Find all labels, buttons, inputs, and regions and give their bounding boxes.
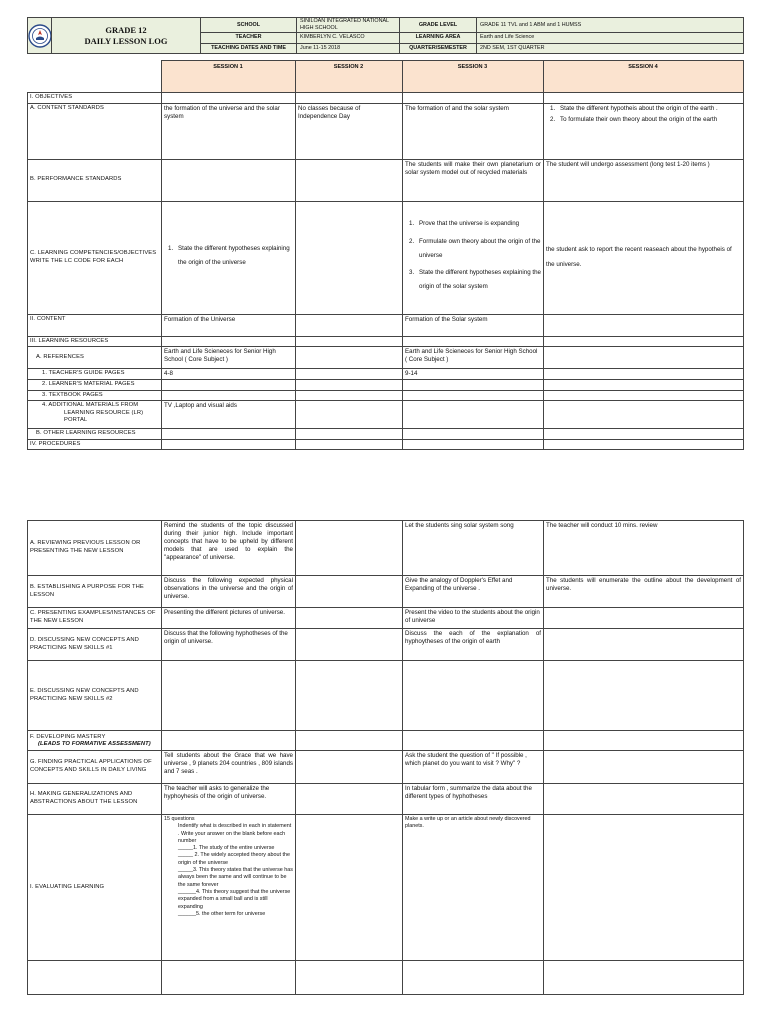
mastery-label-text: F. DEVELOPING MASTERY bbox=[30, 733, 106, 740]
competencies-s1-item-1: State the different hypotheses explaining the origin of the universe bbox=[178, 244, 290, 267]
list-item: 1. State the different hypotheis about the origin of the earth . bbox=[550, 104, 718, 112]
purpose-session-1: Discuss the following expected physical observations in the universe and the origin of universe. bbox=[162, 576, 296, 608]
empty-cell bbox=[296, 815, 403, 961]
teachers-guide-session-1: 4-8 bbox=[162, 369, 296, 380]
empty-cell bbox=[296, 784, 403, 815]
empty-cell bbox=[544, 93, 744, 104]
empty-cell bbox=[544, 815, 744, 961]
purpose-session-4: The students will enumerate the outline about the development of universe. bbox=[544, 576, 744, 608]
title-dll: DAILY LESSON LOG bbox=[84, 35, 168, 46]
empty-cell bbox=[544, 439, 744, 450]
quiz-item-5: ______5. the other term for universe bbox=[178, 910, 266, 917]
practical-label: G. FINDING PRACTICAL APPLICATIONS OF CONCEPTS AND SKILLS IN DAILY LIVING bbox=[28, 751, 162, 784]
content-standards-s4-item-2: To formulate their own theory about the origin of the earth bbox=[560, 115, 718, 123]
empty-cell bbox=[296, 629, 403, 661]
performance-standards-session-3: The students will make their own planetarium or solar system model out of recycled materials bbox=[403, 159, 544, 201]
deped-seal-cell bbox=[28, 18, 52, 54]
empty-cell bbox=[162, 439, 296, 450]
examples-session-3: Present the video to the students about the origin of universe bbox=[403, 608, 544, 629]
review-label: A. REVIEWING PREVIOUS LESSON OR PRESENTING THE NEW LESSON bbox=[28, 521, 162, 576]
empty-cell bbox=[162, 661, 296, 731]
purpose-label: B. ESTABLISHING A PURPOSE FOR THE LESSON bbox=[28, 576, 162, 608]
empty-cell bbox=[403, 93, 544, 104]
empty-cell bbox=[162, 429, 296, 440]
empty-cell bbox=[403, 661, 544, 731]
review-session-3: Let the students sing solar system song bbox=[403, 521, 544, 576]
quiz-title: 15 questions bbox=[164, 816, 195, 822]
empty-cell bbox=[403, 336, 544, 347]
quiz-item-1: _____1. The study of the entire universe bbox=[178, 845, 275, 852]
teaching-dates-value: June 11-15 2018 bbox=[297, 43, 400, 54]
empty-cell bbox=[296, 439, 403, 450]
empty-cell bbox=[296, 369, 403, 380]
empty-cell bbox=[544, 629, 744, 661]
teachers-guide-session-3: 9-14 bbox=[403, 369, 544, 380]
mastery-label bbox=[28, 731, 162, 751]
empty-cell bbox=[296, 390, 403, 401]
empty-cell bbox=[162, 390, 296, 401]
teachers-guide-label: 1. TEACHER'S GUIDE PAGES bbox=[28, 369, 162, 380]
empty-cell bbox=[544, 731, 744, 751]
list-item: 1. Prove that the universe is expanding bbox=[409, 220, 520, 228]
empty-cell bbox=[162, 731, 296, 751]
competencies-s3-item-1: Prove that the universe is expanding bbox=[419, 220, 520, 228]
additional-materials-line-1: 4. ADDITIONAL MATERIALS FROM bbox=[42, 402, 139, 409]
quiz-item-4: ______4. This theory suggest that the universe expanded from a small ball and is still expanding bbox=[178, 888, 291, 910]
empty-cell bbox=[544, 390, 744, 401]
empty-cell bbox=[162, 336, 296, 347]
procedures-label: IV. PROCEDURES bbox=[28, 439, 162, 450]
empty-cell bbox=[544, 608, 744, 629]
list-item: 1. State the different hypotheses explaining the origin of the universe bbox=[168, 244, 290, 267]
empty-cell bbox=[28, 961, 162, 995]
empty-cell bbox=[296, 336, 403, 347]
empty-cell bbox=[544, 336, 744, 347]
empty-cell bbox=[544, 314, 744, 336]
practical-session-1: Tell students about the Grace that we have universe , 9 planets 204 countries , 809 islands and 7 seas . bbox=[162, 751, 296, 784]
page-title bbox=[52, 18, 201, 54]
purpose-session-3: Give the analogy of Doppler's Effet and Expanding of the universe . bbox=[403, 576, 544, 608]
discuss-2-label: E. DISCUSSING NEW CONCEPTS AND PRACTICING NEW SKILLS #2 bbox=[28, 661, 162, 731]
empty-cell bbox=[403, 961, 544, 995]
discuss-1-session-3: Discuss the each of the explanation of hyphoytheses of the origin of earth bbox=[403, 629, 544, 661]
list-item: 2. To formulate their own theory about the origin of the earth bbox=[550, 115, 718, 123]
generalize-label: H. MAKING GENERALIZATIONS AND ABSTRACTIONS ABOUT THE LESSON bbox=[28, 784, 162, 815]
empty-cell bbox=[296, 314, 403, 336]
content-standards-session-4 bbox=[544, 103, 744, 159]
additional-materials-line-2: LEARNING RESOURCE (LR) bbox=[64, 409, 144, 416]
textbook-pages-label: 3. TEXTBOOK PAGES bbox=[28, 390, 162, 401]
content-standards-session-3: The formation of and the solar system bbox=[403, 103, 544, 159]
competencies-label: C. LEARNING COMPETENCIES/OBJECTIVES WRITE THE LC CODE FOR EACH bbox=[28, 201, 162, 314]
discuss-1-session-1: Discuss that the following hyphotheses of the origin of universe. bbox=[162, 629, 296, 661]
empty-cell bbox=[403, 401, 544, 429]
title-grade: GRADE 12 bbox=[105, 24, 147, 35]
mastery-sublabel: (LEADS TO FORMATIVE ASSESSMENT) bbox=[38, 741, 151, 748]
deped-seal-icon bbox=[28, 24, 52, 48]
empty-cell bbox=[296, 201, 403, 314]
learning-resources-label: III. LEARNING RESOURCES bbox=[28, 336, 162, 347]
objectives-label: I. OBJECTIVES bbox=[28, 93, 162, 104]
empty-cell bbox=[296, 731, 403, 751]
empty-cell bbox=[403, 439, 544, 450]
practical-session-3: Ask the student the question of " If possible , which planet do you want to visit ? Why" ? bbox=[403, 751, 544, 784]
generalize-session-1: The teacher will asks to generalize the hyphoyhesis of the origin of universe. bbox=[162, 784, 296, 815]
evaluate-session-1 bbox=[162, 815, 296, 961]
other-resources-label: B. OTHER LEARNING RESOURCES bbox=[28, 429, 162, 440]
list-item: 2. Formulate own theory about the origin of the universe bbox=[409, 237, 541, 259]
teacher-value: KIMBERLYN C. VELASCO bbox=[297, 33, 400, 44]
competencies-session-1 bbox=[162, 201, 296, 314]
examples-label: C. PRESENTING EXAMPLES/INSTANCES OF THE NEW LESSON bbox=[28, 608, 162, 629]
empty-cell bbox=[403, 429, 544, 440]
lesson-log-header bbox=[27, 17, 744, 54]
content-standards-session-1: the formation of the universe and the solar system bbox=[162, 103, 296, 159]
session-header-row bbox=[27, 60, 744, 93]
empty-cell bbox=[544, 429, 744, 440]
performance-standards-label: B. PERFORMANCE STANDARDS bbox=[28, 159, 162, 201]
references-label: A. REFERENCES bbox=[28, 347, 162, 369]
content-label: II. CONTENT bbox=[28, 314, 162, 336]
teaching-dates-label: TEACHING DATES AND TIME bbox=[201, 43, 297, 54]
review-session-4: The teacher will conduct 10 mins. review bbox=[544, 521, 744, 576]
lesson-log-table-part-2 bbox=[27, 520, 744, 995]
empty-cell bbox=[162, 93, 296, 104]
empty-cell bbox=[544, 751, 744, 784]
empty-cell bbox=[296, 661, 403, 731]
learners-material-label: 2. LEARNER'S MATERIAL PAGES bbox=[28, 380, 162, 391]
performance-standards-session-4: The student will undergo assessment (long test 1-20 items ) bbox=[544, 159, 744, 201]
evaluate-session-3: Make a write up or an article about newly discovered planets. bbox=[403, 815, 544, 961]
content-session-1: Formation of the Universe bbox=[162, 314, 296, 336]
quarter-value: 2ND SEM, 1ST QUARTER bbox=[477, 43, 744, 54]
empty-cell bbox=[296, 521, 403, 576]
lesson-log-table-part-1 bbox=[27, 92, 744, 450]
quarter-label: QUARTER/SEMESTER bbox=[400, 43, 477, 54]
additional-materials-line-3: PORTAL bbox=[64, 417, 88, 424]
references-session-3: Earth and Life Scieneces for Senior High School ( Core Subject ) bbox=[403, 347, 544, 369]
empty-cell bbox=[296, 961, 403, 995]
empty-cell bbox=[544, 784, 744, 815]
review-session-1: Remind the students of the topic discussed during their junior high. Include important concepts that have to be upheld by different models that are used to explain the "appearance" of universe. bbox=[162, 521, 296, 576]
empty-cell bbox=[296, 576, 403, 608]
competencies-session-3 bbox=[403, 201, 544, 314]
empty-cell bbox=[296, 159, 403, 201]
empty-cell bbox=[403, 390, 544, 401]
quiz-instructions: Indentify what is described in each in statement . Write your answer on the blank before each number bbox=[178, 823, 292, 844]
school-value: SINILOAN INTEGRATED NATIONAL HIGH SCHOOL bbox=[297, 18, 400, 33]
empty-cell bbox=[544, 347, 744, 369]
empty-cell bbox=[544, 380, 744, 391]
content-session-3: Formation of the Solar system bbox=[403, 314, 544, 336]
school-label: SCHOOL bbox=[201, 18, 297, 33]
session-3-header: SESSION 3 bbox=[402, 61, 543, 93]
learning-area-value: Earth and Life Science bbox=[477, 33, 744, 44]
empty-cell bbox=[544, 961, 744, 995]
session-4-header: SESSION 4 bbox=[543, 61, 743, 93]
examples-session-1: Presenting the different pictures of universe. bbox=[162, 608, 296, 629]
competencies-s3-item-2: Formulate own theory about the origin of the universe bbox=[419, 237, 541, 259]
empty-cell bbox=[544, 401, 744, 429]
empty-cell bbox=[544, 369, 744, 380]
empty-cell bbox=[544, 661, 744, 731]
empty-cell bbox=[296, 429, 403, 440]
empty-cell bbox=[162, 159, 296, 201]
competencies-s3-item-3: State the different hypotheses explaining the origin of the solar system bbox=[419, 269, 542, 291]
empty-cell bbox=[296, 751, 403, 784]
discuss-1-label: D. DISCUSSING NEW CONCEPTS AND PRACTICING NEW SKILLS #1 bbox=[28, 629, 162, 661]
quiz-item-3: _____3. This theory states that the universe has always been the same and will continue to be the same forever bbox=[178, 867, 293, 888]
empty-cell bbox=[296, 93, 403, 104]
additional-materials-session-1: TV ,Laptop and visual aids bbox=[162, 401, 296, 429]
additional-materials-label bbox=[28, 401, 162, 429]
empty-cell bbox=[403, 380, 544, 391]
empty-cell bbox=[296, 380, 403, 391]
empty-cell bbox=[296, 347, 403, 369]
empty-cell bbox=[162, 961, 296, 995]
references-session-1: Earth and Life Scieneces for Senior High School ( Core Subject ) bbox=[162, 347, 296, 369]
session-1-header: SESSION 1 bbox=[161, 61, 295, 93]
evaluate-label: I. EVALUATING LEARNING bbox=[28, 815, 162, 961]
empty-cell bbox=[296, 401, 403, 429]
quiz-item-2: _____ 2. The widely accepted theory about the origin of the universe bbox=[178, 852, 290, 866]
empty-cell bbox=[296, 608, 403, 629]
content-standards-session-2: No classes because of Independence Day bbox=[296, 103, 403, 159]
grade-level-value: GRADE 11 TVL and 1 ABM and 1 HUMSS bbox=[477, 18, 744, 33]
grade-level-label: GRADE LEVEL bbox=[400, 18, 477, 33]
list-item: 3. State the different hypotheses explaining the origin of the solar system bbox=[409, 269, 542, 291]
empty-cell bbox=[162, 380, 296, 391]
empty-cell bbox=[403, 731, 544, 751]
learning-area-label: LEARNING AREA bbox=[400, 33, 477, 44]
competencies-session-4: the student ask to report the recent reaseach about the hypotheis of the universe. bbox=[544, 201, 744, 314]
content-standards-label: A. CONTENT STANDARDS bbox=[28, 103, 162, 159]
teacher-label: TEACHER bbox=[201, 33, 297, 44]
session-2-header: SESSION 2 bbox=[295, 61, 402, 93]
generalize-session-3: In tabular form , summarize the data about the different types of hyphotheses bbox=[403, 784, 544, 815]
content-standards-s4-item-1: State the different hypotheis about the origin of the earth . bbox=[560, 104, 718, 112]
session-header-spacer bbox=[27, 61, 161, 93]
